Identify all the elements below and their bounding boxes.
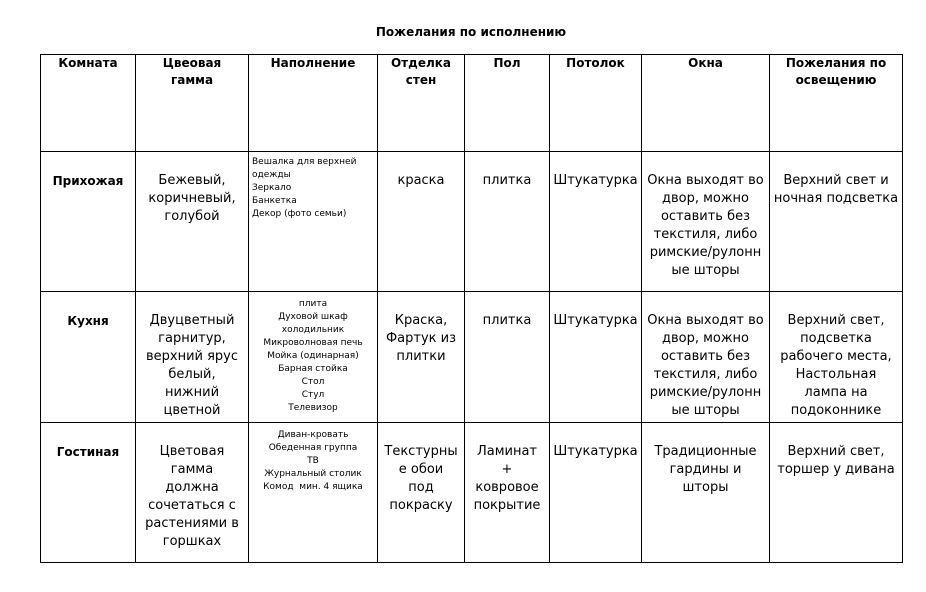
contents-item: Банкетка xyxy=(252,196,297,206)
contents-item: Телевизор xyxy=(288,403,338,413)
lighting-cell: Верхний свет, подсветка рабочего места, Настольная лампа на подоконнике xyxy=(770,292,903,423)
room-name: Гостиная xyxy=(41,423,136,563)
color-scheme-cell: Цветовая гамма должна сочетаться с растениями в горшках xyxy=(136,423,249,563)
ceiling-cell: Штукатурка xyxy=(550,152,642,292)
document-title: Пожелания по исполнению xyxy=(375,25,567,39)
header-ceiling: Потолок xyxy=(550,55,642,152)
header-lighting: Пожелания по освещению xyxy=(770,55,903,152)
contents-item: одежды xyxy=(252,170,291,180)
wall-finish-cell: Текстурны е обои под покраску xyxy=(378,423,465,563)
table-row xyxy=(41,423,903,563)
wall-finish-cell: краска xyxy=(378,152,465,292)
floor-cell: Ламинат + ковровое покрытие xyxy=(465,423,550,563)
ceiling-cell: Штукатурка xyxy=(550,292,642,423)
contents-item: Зеркало xyxy=(252,183,292,193)
windows-cell: Традиционные гардины и шторы xyxy=(642,423,770,563)
contents-item: Микроволновая печь xyxy=(263,338,363,348)
contents-item: ТВ xyxy=(307,456,319,466)
windows-cell: Окна выходят во двор, можно оставить без текстиля, либо римские/рулонн ые шторы xyxy=(642,152,770,292)
header-color-scheme: Цвеовая гамма xyxy=(136,55,249,152)
contents-item: Барная стойка xyxy=(278,364,348,374)
contents-item: холодильник xyxy=(281,325,345,335)
contents-item: Вешалка для верхней xyxy=(252,157,357,167)
contents-cell xyxy=(249,423,378,563)
contents-item: Мойка (одинарная) xyxy=(267,351,359,361)
color-scheme-cell: Бежевый, коричневый, голубой xyxy=(136,152,249,292)
contents-item: Журнальный столик xyxy=(264,469,362,479)
room-name: Кухня xyxy=(41,292,136,423)
windows-cell: Окна выходят во двор, можно оставить без текстиля, либо римские/рулонн ые шторы xyxy=(642,292,770,423)
contents-item: Стул xyxy=(301,390,325,400)
wall-finish-cell: Краска, Фартук из плитки xyxy=(378,292,465,423)
header-room: Комната xyxy=(41,55,136,152)
header-floor: Пол xyxy=(465,55,550,152)
table-header-row xyxy=(41,55,903,152)
contents-item: Обеденная группа xyxy=(268,443,358,453)
contents-item: Духовой шкаф xyxy=(278,312,348,322)
lighting-cell: Верхний свет, торшер у дивана xyxy=(770,423,903,563)
floor-cell: плитка xyxy=(465,152,550,292)
contents-item: Диван-кровать xyxy=(277,430,349,440)
floor-cell: плитка xyxy=(465,292,550,423)
color-scheme-cell: Двуцветный гарнитур, верхний ярус белый, нижний цветной xyxy=(136,292,249,423)
contents-item: Комод мин. 4 ящика xyxy=(263,482,363,492)
contents-cell xyxy=(249,152,378,292)
ceiling-cell: Штукатурка xyxy=(550,423,642,563)
contents-item: Декор (фото семьи) xyxy=(252,209,347,219)
contents-cell xyxy=(249,292,378,423)
room-name: Прихожая xyxy=(41,152,136,292)
lighting-cell: Верхний свет и ночная подсветка xyxy=(770,152,903,292)
contents-item: Стол xyxy=(301,377,325,387)
table-row xyxy=(41,152,903,292)
header-windows: Окна xyxy=(642,55,770,152)
contents-item: плита xyxy=(298,299,328,309)
requirements-table xyxy=(40,54,903,563)
header-contents: Наполнение xyxy=(249,55,378,152)
table-row xyxy=(41,292,903,423)
header-wall-finish: Отделка стен xyxy=(378,55,465,152)
